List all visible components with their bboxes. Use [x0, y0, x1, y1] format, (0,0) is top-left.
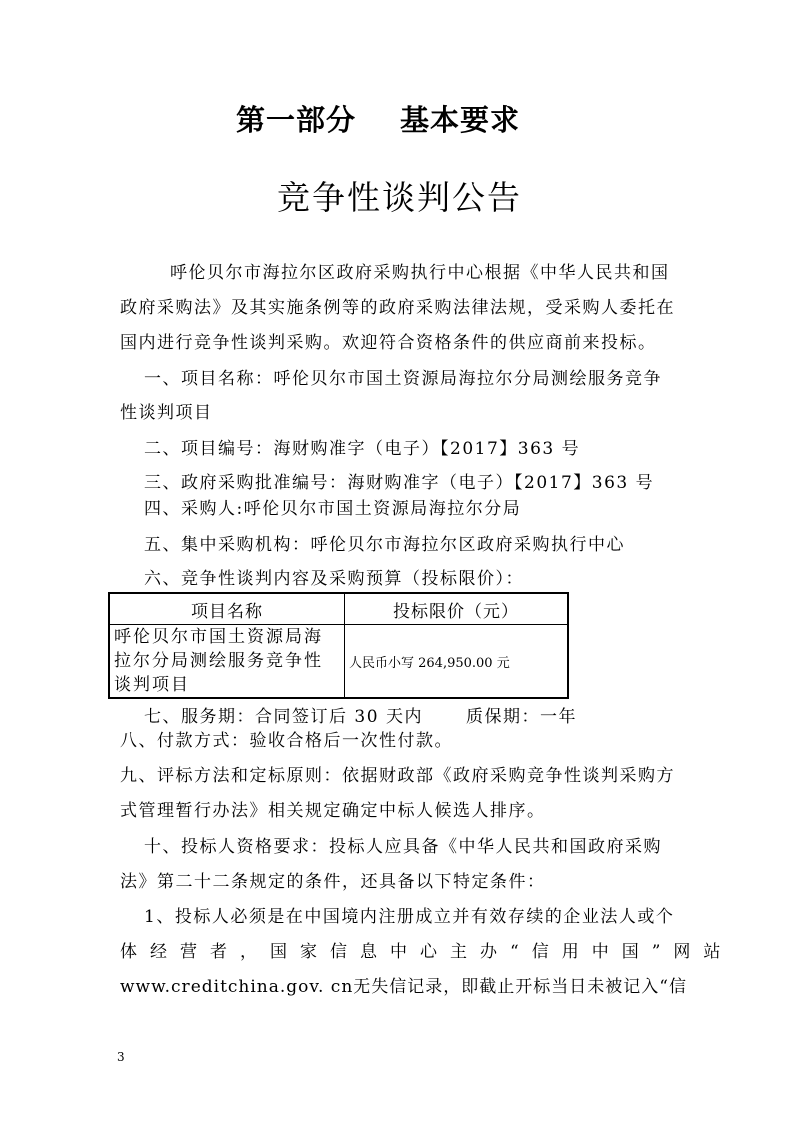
item-4: 四、采购人:呼伦贝尔市国土资源局海拉尔分局: [144, 499, 522, 519]
project-name-line-2: 拉尔分局测绘服务竞争性: [114, 651, 323, 671]
item-5: 五、集中采购机构：呼伦贝尔市海拉尔区政府采购执行中心: [144, 535, 625, 555]
intro-line-2: 政府采购法》及其实施条例等的政府采购法律法规，受采购人委托在: [120, 298, 675, 318]
condition-1-line-2: 体经营者，国家信息中心主办“信用中国”网站: [120, 942, 734, 962]
intro-line-1: 呼伦贝尔市海拉尔区政府采购执行中心根据《中华人民共和国: [170, 263, 670, 283]
budget-table: [108, 592, 569, 699]
item-2: 二、项目编号：海财购准字（电子）【2017】363 号: [144, 439, 581, 459]
table-row: [109, 625, 568, 699]
notice-title: 竞争性谈判公告: [277, 178, 522, 217]
header-bid-limit: 投标限价（元）: [345, 593, 569, 625]
intro-line-3: 国内进行竞争性谈判采购。欢迎符合资格条件的供应商前来投标。: [120, 333, 657, 353]
part-title: 基本要求: [400, 103, 521, 137]
condition-1-line-1: 1、投标人必须是在中国境内注册成立并有效存续的企业法人或个: [144, 907, 675, 927]
item-6: 六、竞争性谈判内容及采购预算（投标限价）：: [144, 569, 524, 589]
item-9-line-1: 九、评标方法和定标原则：依据财政部《政府采购竞争性谈判采购方: [120, 766, 675, 786]
item-9-line-2: 式管理暂行办法》相关规定确定中标人候选人排序。: [120, 801, 546, 821]
project-name-cell: [109, 625, 345, 699]
table-header-row: [109, 593, 568, 625]
item-3: 三、政府采购批准编号：海财购准字（电子）【2017】363 号: [144, 473, 655, 493]
item-8: 八、付款方式：验收合格后一次性付款。: [120, 731, 453, 751]
part-number: 第一部分: [236, 103, 357, 137]
item-10-line-2: 法》第二十二条规定的条件，还具备以下特定条件：: [120, 872, 546, 892]
page-number: 3: [117, 1050, 125, 1064]
item-1-line-2: 性谈判项目: [120, 403, 213, 423]
item-7-warranty: 质保期：一年: [466, 707, 577, 727]
header-project-name: 项目名称: [109, 593, 345, 625]
item-1-line-1: 一、项目名称：呼伦贝尔市国土资源局海拉尔分局测绘服务竞争: [144, 369, 662, 389]
project-name-line-3: 谈判项目: [114, 675, 190, 695]
condition-1-line-3: www.creditchina.gov. cn无失信记录，即截止开标当日未被记入“信: [120, 977, 687, 997]
item-7-service-period: 七、服务期：合同签订后 30 天内: [144, 707, 423, 727]
part-heading: [236, 98, 520, 139]
project-name-line-1: 呼伦贝尔市国土资源局海: [114, 627, 323, 647]
bid-limit-cell: 人民币小写 264,950.00 元: [345, 625, 569, 699]
item-10-line-1: 十、投标人资格要求：投标人应具备《中华人民共和国政府采购: [144, 837, 662, 857]
